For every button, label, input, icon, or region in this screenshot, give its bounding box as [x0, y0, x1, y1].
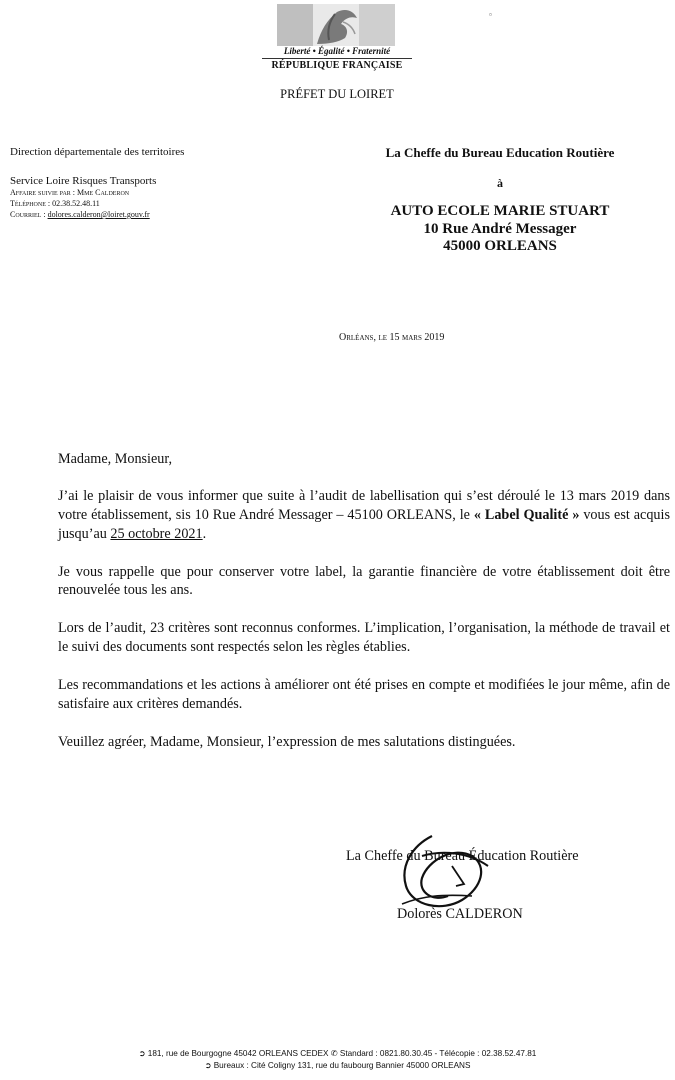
sender-telephone: Téléphone : 02.38.52.48.11	[10, 199, 100, 209]
footer	[0, 1048, 675, 1072]
footer-line1: ➲ 181, rue de Bourgogne 45042 ORLEANS CEDEX ✆ Standard : 0821.80.30.45 - Télécopie : 02.38.52.47.81	[138, 1049, 537, 1058]
paragraph-1	[58, 487, 670, 544]
p1-text-c: .	[202, 525, 207, 542]
salutation: Madame, Monsieur,	[58, 451, 173, 467]
courriel-label: Courriel :	[10, 209, 48, 219]
sender-block	[10, 146, 184, 221]
letter-date: Orléans, le 15 mars 2019	[339, 332, 445, 343]
recipient-block	[320, 145, 675, 256]
sender-affaire: Affaire suivie par : Mme Calderon	[10, 188, 130, 198]
courriel-link[interactable]: dolores.calderon@loiret.gouv.fr	[47, 209, 150, 219]
signature-title: La Cheffe du Bureau Éducation Routière	[346, 848, 579, 864]
footer-line2: ➲ Bureaux : Cité Coligny 131, rue du faubourg Bannier 45000 ORLEANS	[204, 1060, 471, 1070]
republique-francaise: RÉPUBLIQUE FRANÇAISE	[262, 58, 412, 71]
letter-body	[58, 450, 670, 771]
marianne-logo	[277, 4, 395, 46]
recipient-line2: 10 Rue André Messager	[423, 220, 577, 237]
recipient-from: La Cheffe du Bureau Education Routière	[385, 145, 615, 160]
motto: Liberté • Égalité • Fraternité	[283, 46, 391, 56]
p1-text-a: J’ai le plaisir de vous informer que suite à l’audit de labellisation qui s’est déroulé le 13 mars 2019 dans votre établissement, sis 10 Rue André Messager – 45100 ORLEANS, le	[58, 487, 670, 523]
recipient-line3: 45000 ORLEANS	[443, 238, 557, 255]
sender-courriel-line	[10, 210, 184, 221]
paragraph-3: Lors de l’audit, 23 critères sont reconnus conformes. L’implication, l’organisation, la méthode de travail et le suivi des documents sont respectés selon les règles établies.	[58, 620, 670, 656]
recipient-a: à	[497, 176, 503, 190]
signature-name: Dolorès CALDERON	[397, 906, 523, 922]
sender-direction: Direction départementale des territoires	[10, 146, 185, 158]
prefet-title: PRÉFET DU LOIRET	[280, 87, 394, 101]
recipient-line1: AUTO ECOLE MARIE STUART	[390, 203, 610, 219]
sender-service: Service Loire Risques Transports	[10, 175, 157, 188]
label-qualite: « Label Qualité »	[473, 506, 580, 523]
paragraph-4: Les recommandations et les actions à améliorer ont été prises en compte et modifiées le jour même, afin de satisfaire aux critères demandés.	[58, 677, 670, 712]
p1-text-b: vous est acquis jusqu’au	[58, 506, 670, 542]
paragraph-2: Je vous rappelle que pour conserver votre label, la garantie financière de votre établissement doit être renouvelée tous les ans.	[58, 563, 670, 599]
expiry-date: 25 octobre 2021	[110, 525, 203, 542]
paragraph-5: Veuillez agréer, Madame, Monsieur, l’expression de mes salutations distinguées.	[58, 733, 516, 750]
scan-dot: ▫	[489, 10, 492, 19]
